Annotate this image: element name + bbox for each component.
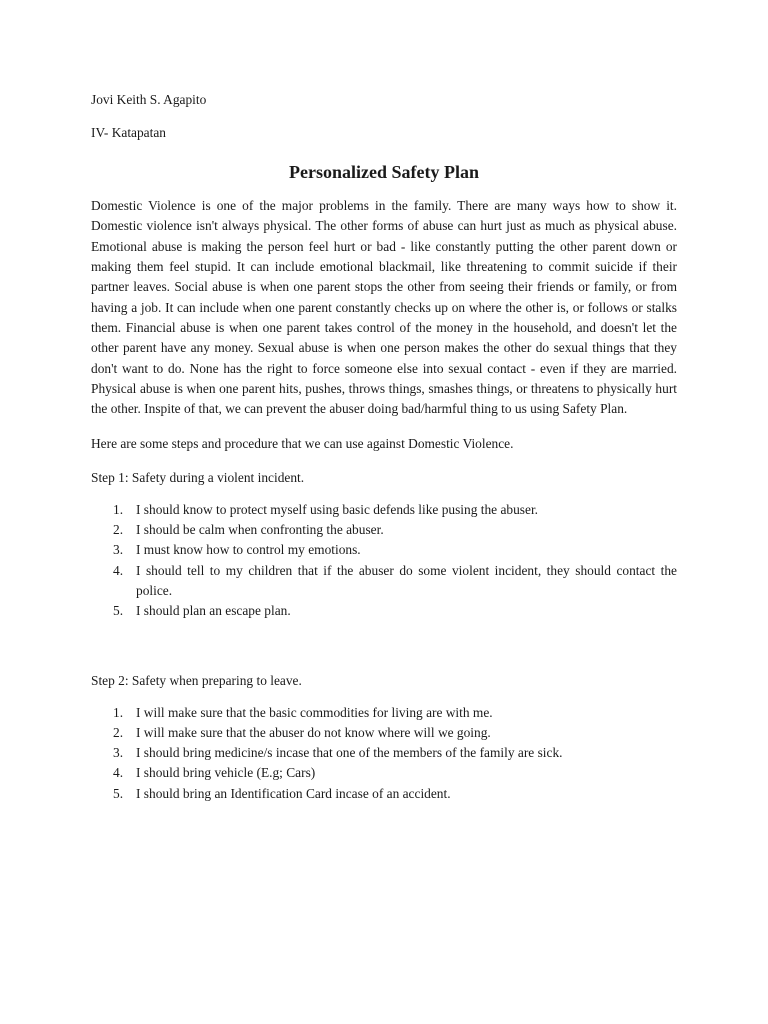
spacer: [91, 622, 677, 657]
list-item: [91, 723, 677, 743]
list-item: [91, 540, 677, 560]
list-text: I must know how to control my emotions.: [136, 542, 361, 558]
section-name: IV- Katapatan: [91, 125, 166, 140]
list-number: 3.: [113, 745, 124, 761]
list-item: [91, 520, 677, 540]
list-item: [91, 743, 677, 763]
list-number: 2.: [113, 522, 124, 538]
list-number: 5.: [113, 785, 124, 801]
list-text: I should bring vehicle (E.g; Cars): [136, 765, 316, 781]
list-item: [91, 703, 677, 723]
step1-heading: Step 1: Safety during a violent incident.: [91, 469, 305, 485]
list-text: I should bring an Identification Card incase of an accident.: [136, 785, 451, 801]
list-number: 3.: [113, 542, 124, 558]
step1-list: [91, 500, 677, 622]
list-text: I will make sure that the basic commodities for living are with me.: [136, 704, 493, 720]
list-text: I should know to protect myself using basic defends like pusing the abuser.: [136, 501, 539, 517]
list-text: I should tell to my children that if the abuser do some violent incident, they should contact the police.: [136, 562, 677, 598]
list-number: 1.: [113, 501, 124, 517]
list-item: [91, 601, 677, 621]
list-number: 4.: [113, 562, 124, 578]
list-item: [91, 784, 677, 804]
list-text: I will make sure that the abuser do not know where will we going.: [136, 724, 491, 740]
list-text: I should be calm when confronting the abuser.: [136, 522, 384, 538]
list-item: [91, 500, 677, 520]
list-text: I should bring medicine/s incase that one of the members of the family are sick.: [136, 745, 563, 761]
list-item: [91, 561, 677, 602]
list-text: I should plan an escape plan.: [136, 603, 291, 619]
list-number: 1.: [113, 704, 124, 720]
step2-list: [91, 703, 677, 804]
intro-text: Here are some steps and procedure that we can use against Domestic Violence.: [91, 435, 514, 451]
author-name: Jovi Keith S. Agapito: [91, 92, 207, 107]
list-number: 5.: [113, 603, 124, 619]
list-number: 2.: [113, 724, 124, 740]
document-title: Personalized Safety Plan: [289, 162, 479, 182]
list-number: 4.: [113, 765, 124, 781]
list-item: [91, 763, 677, 783]
body-paragraph: Domestic Violence is one of the major problems in the family. There are many ways how to show it. Domestic violence isn't always physical. The other forms of abuse can hurt just as much as physical abuse. Emotional abuse is making the person feel hurt or bad - like constantly putting the other parent down or making them feel stupid. It can include emotional blackmail, like threatening to commit suicide if their partner leaves. Social abuse is when one parent stops the other from seeing their friends or family, or from having a job. It can include when one parent constantly checks up on where the other is, or follows or stalks them. Financial abuse is when one parent takes control of the money in the household, and doesn't let the other parent have any money. Sexual abuse is when one person makes the other do sexual things that they don't want to do. None has the right to force someone else into sexual contact - even if they are married. Physical abuse is when one parent hits, pushes, throws things, smashes things, or threatens to physically hurt the other. Inspite of that, we can prevent the abuser doing bad/harmful thing to us using Safety Plan.: [91, 198, 677, 417]
step2-heading: Step 2: Safety when preparing to leave.: [91, 672, 302, 688]
